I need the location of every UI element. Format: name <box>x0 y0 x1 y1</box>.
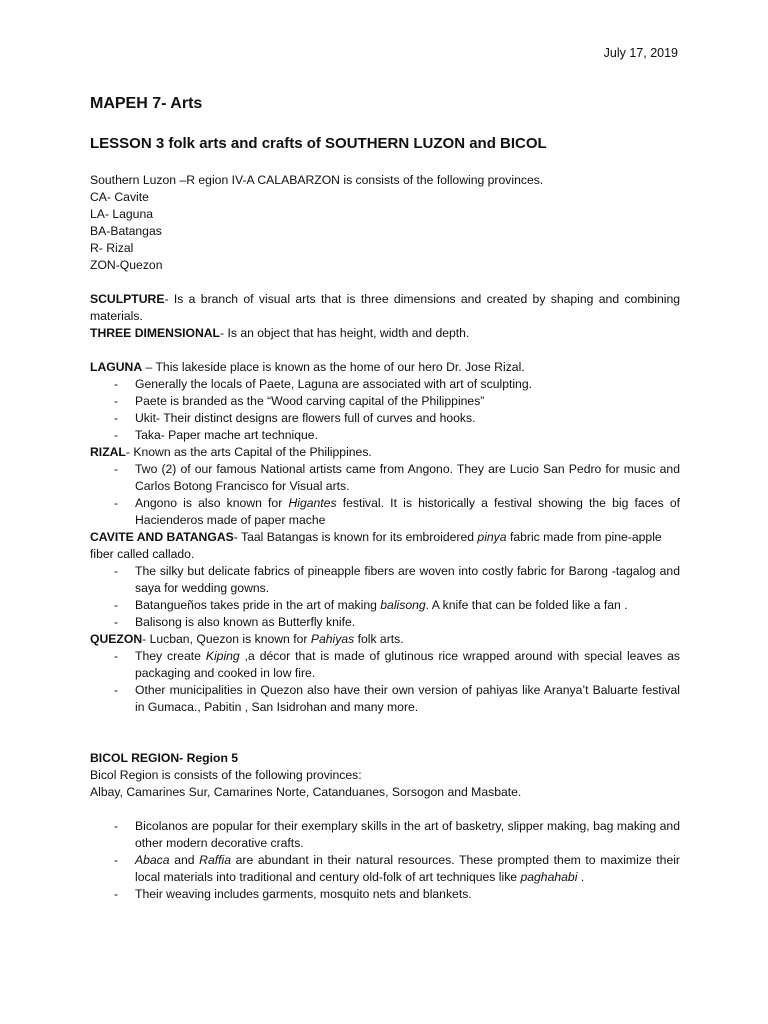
bicol-intro: Bicol Region is consists of the following provinces: <box>90 768 362 782</box>
bicol-heading: BICOL REGION- Region 5 <box>90 751 239 765</box>
laguna-section: LAGUNA – This lakeside place is known as the home of our hero Dr. Jose Rizal. <box>90 360 525 374</box>
list-item: - Abaca and Raffia are abundant in their natural resources. These prompted them to maximize their local materials into traditional and century old-folk of art techniques like paghahabi . <box>90 852 680 886</box>
province-item: LA- Laguna <box>90 207 154 221</box>
bicol-list <box>90 818 680 903</box>
subject-heading: MAPEH 7- Arts <box>90 95 203 112</box>
list-item: - Taka- Paper mache art technique. <box>90 427 680 444</box>
laguna-term: LAGUNA <box>90 360 143 374</box>
list-item: - They create Kiping ,a décor that is made of glutinous rice wrapped around with special leaves as packaging and cooked in low fire. <box>90 648 680 682</box>
three-dimensional-term: THREE DIMENSIONAL <box>90 326 221 340</box>
rizal-term: RIZAL <box>90 445 126 459</box>
quezon-list <box>90 648 680 716</box>
lesson-title: LESSON 3 folk arts and crafts of SOUTHERN LUZON and BICOL <box>90 135 547 152</box>
cavite-batangas-list <box>90 563 680 631</box>
sculpture-definition: SCULPTURE- Is a branch of visual arts that is three dimensions and created by shaping and combining materials. <box>90 292 680 323</box>
list-item: - Two (2) of our famous National artists came from Angono. They are Lucio San Pedro for music and Carlos Botong Francisco for Visual arts. <box>90 461 680 495</box>
laguna-list <box>90 376 680 444</box>
cavite-batangas-term: CAVITE AND BATANGAS <box>90 530 234 544</box>
list-item: - Ukit- Their distinct designs are flowers full of curves and hooks. <box>90 410 680 427</box>
province-item: ZON-Quezon <box>90 258 163 272</box>
intro-text: Southern Luzon –R egion IV-A CALABARZON is consists of the following provinces. <box>90 173 544 187</box>
list-item: - Their weaving includes garments, mosquito nets and blankets. <box>90 886 680 903</box>
three-dimensional-definition: THREE DIMENSIONAL- Is an object that has height, width and depth. <box>90 326 470 340</box>
document-date: July 17, 2019 <box>603 46 678 60</box>
list-item: - Generally the locals of Paete, Laguna are associated with art of sculpting. <box>90 376 680 393</box>
cavite-batangas-section: CAVITE AND BATANGAS- Taal Batangas is known for its embroidered pinya fabric made from pine-apple fiber called callado. <box>90 530 662 561</box>
list-item: - Batangueños takes pride in the art of making balisong. A knife that can be folded like a fan . <box>90 597 680 614</box>
quezon-section: QUEZON- Lucban, Quezon is known for Pahiyas folk arts. <box>90 632 404 646</box>
list-item: - Bicolanos are popular for their exemplary skills in the art of basketry, slipper making, bag making and other modern decorative crafts. <box>90 818 680 852</box>
list-item: - Angono is also known for Higantes festival. It is historically a festival showing the big faces of Hacienderos made of paper mache <box>90 495 680 529</box>
rizal-list <box>90 461 680 529</box>
document-body <box>90 172 680 903</box>
province-item: R- Rizal <box>90 241 134 255</box>
list-item: - Other municipalities in Quezon also have their own version of pahiyas like Aranya’t Baluarte festival in Gumaca., Pabitin , San Isidrohan and many more. <box>90 682 680 716</box>
rizal-section: RIZAL- Known as the arts Capital of the Philippines. <box>90 445 372 459</box>
list-item: - Balisong is also known as Butterfly knife. <box>90 614 680 631</box>
quezon-term: QUEZON <box>90 632 143 646</box>
list-item: - The silky but delicate fabrics of pineapple fibers are woven into costly fabric for Barong -tagalog and saya for wedding gowns. <box>90 563 680 597</box>
sculpture-term: SCULPTURE <box>90 292 165 306</box>
province-item: BA-Batangas <box>90 224 162 238</box>
list-item: - Paete is branded as the “Wood carving capital of the Philippines” <box>90 393 680 410</box>
bicol-provinces: Albay, Camarines Sur, Camarines Norte, Catanduanes, Sorsogon and Masbate. <box>90 785 522 799</box>
province-item: CA- Cavite <box>90 190 149 204</box>
